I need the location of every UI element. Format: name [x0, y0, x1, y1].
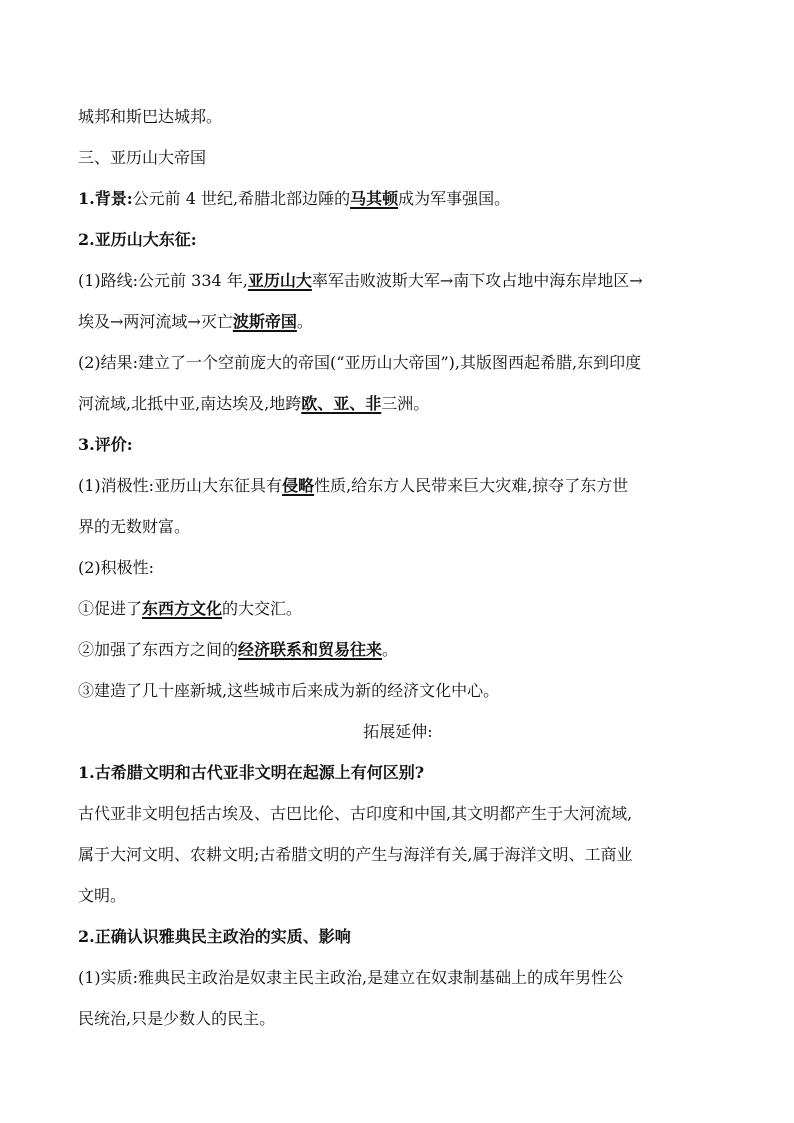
paragraph-text: (1)路线:公元前 334 年,: [78, 271, 248, 290]
item-heading: 2.正确认识雅典民主政治的实质、影响: [78, 927, 351, 946]
key-term: 侵略: [282, 476, 315, 495]
paragraph-text: 属于大河文明、农耕文明;古希腊文明的产生与海洋有关,属于海洋文明、工商业: [78, 845, 633, 864]
text-line: [78, 260, 718, 301]
text-line: [78, 752, 718, 793]
text-line: [78, 629, 718, 670]
text-line: [78, 301, 718, 342]
key-term: 亚历山大: [247, 271, 312, 290]
text-line: [78, 465, 718, 506]
paragraph-text: ③建造了几十座新城,这些城市后来成为新的经济文化中心。: [78, 681, 500, 700]
paragraph-text: 成为军事强国。: [398, 189, 511, 208]
text-line: [78, 178, 718, 219]
paragraph-text: 公元前 4 世纪,希腊北部边陲的: [132, 189, 351, 208]
paragraph-text: (2)积极性:: [78, 558, 155, 577]
paragraph-text: 界的无数财富。: [78, 517, 191, 536]
document-body: [78, 96, 718, 1039]
text-line: [78, 383, 718, 424]
paragraph-text: 。: [296, 312, 313, 331]
text-line: [78, 793, 718, 834]
paragraph-text: 民统治,只是少数人的民主。: [78, 1009, 276, 1028]
text-line: [78, 342, 718, 383]
key-term: 马其顿: [350, 189, 399, 208]
paragraph-text: 的大交汇。: [222, 599, 303, 618]
text-line: [78, 588, 718, 629]
paragraph-text: (2)结果:建立了一个空前庞大的帝国(“亚历山大帝国”),其版图西起希腊,东到印度: [78, 353, 642, 372]
paragraph-text: (1)实质:雅典民主政治是奴隶主民主政治,是建立在奴隶制基础上的成年男性公: [78, 968, 624, 987]
text-line: [78, 875, 718, 916]
text-line: [78, 96, 718, 137]
item-heading: 1.古希腊文明和古代亚非文明在起源上有何区别?: [78, 763, 425, 782]
key-term: 欧、亚、非: [301, 394, 382, 413]
paragraph-text: 河流域,北抵中亚,南达埃及,地跨: [78, 394, 302, 413]
section-heading: [78, 137, 718, 178]
text-line: [78, 916, 718, 957]
paragraph-text: 文明。: [78, 886, 127, 905]
paragraph-text: ②加强了东西方之间的: [78, 640, 239, 659]
item-heading: 3.评价:: [78, 435, 133, 454]
heading-text: 三、亚历山大帝国: [78, 148, 207, 167]
text-line: [78, 424, 718, 465]
text-line: [78, 957, 718, 998]
paragraph-text: ①促进了: [78, 599, 143, 618]
text-line: [78, 506, 718, 547]
key-term: 东西方文化: [142, 599, 223, 618]
paragraph-text: 性质,给东方人民带来巨大灾难,掠夺了东方世: [314, 476, 629, 495]
paragraph-text: 三洲。: [381, 394, 430, 413]
paragraph-text: 。: [382, 640, 399, 659]
item-heading: 1.背景:: [78, 189, 133, 208]
paragraph-text: (1)消极性:亚历山大东征具有: [78, 476, 283, 495]
paragraph-text: 率军击败波斯大军→南下攻占地中海东岸地区→: [311, 271, 643, 290]
text-line: [78, 670, 718, 711]
paragraph-text: 埃及→两河流域→灭亡: [78, 312, 233, 331]
text-line: [78, 834, 718, 875]
text-line: [78, 547, 718, 588]
text-line: [78, 219, 718, 260]
text-line: [78, 998, 718, 1039]
key-term: 经济联系和贸易往来: [238, 640, 383, 659]
paragraph-text: 城邦和斯巴达城邦。: [78, 107, 223, 126]
item-heading: 2.亚历山大东征:: [78, 230, 197, 249]
section-heading: [78, 711, 718, 752]
key-term: 波斯帝国: [232, 312, 297, 331]
paragraph-text: 古代亚非文明包括古埃及、古巴比伦、古印度和中国,其文明都产生于大河流域,: [78, 804, 633, 823]
heading-text: 拓展延伸:: [363, 722, 433, 741]
